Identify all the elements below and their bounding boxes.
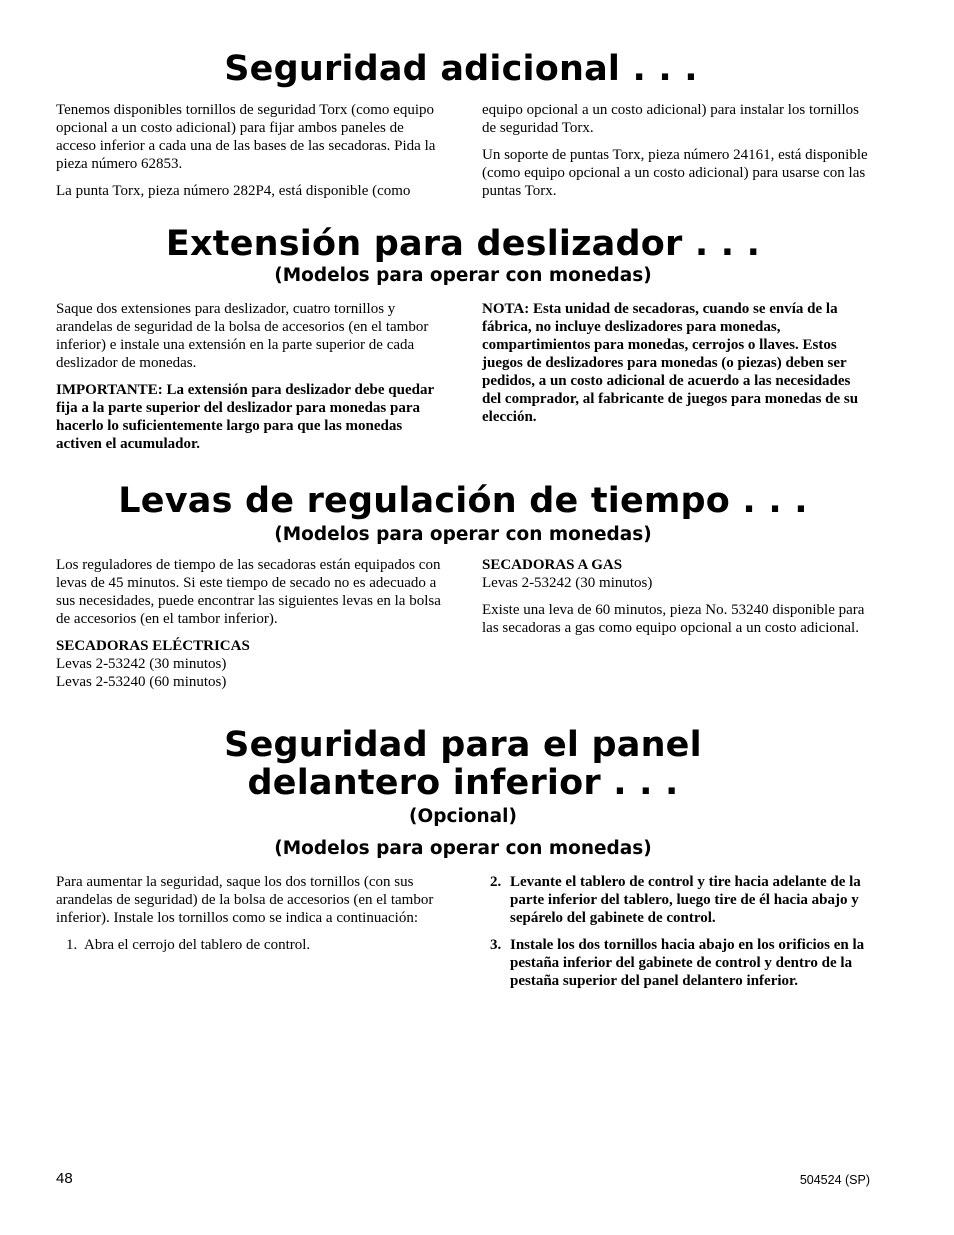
page-number: 48: [56, 1170, 73, 1187]
section-subtitle: (Modelos para operar con monedas): [274, 265, 652, 286]
right-column: [482, 300, 871, 462]
paragraph: Para aumentar la seguridad, saque los dos tornillos (con sus arandelas de seguridad) de la bolsa de accesorios (en el tambor inferior). Instale los tornillos como se indica a continuación:: [56, 874, 434, 926]
section-title-seguridad-adicional: Seguridad adicional . . .: [224, 49, 698, 89]
cam-line: Levas 2-53242 (30 minutos): [482, 575, 653, 591]
section-subtitle: (Modelos para operar con monedas): [274, 524, 652, 545]
section-subtitle: (Modelos para operar con monedas): [274, 838, 652, 859]
step-text: Instale los dos tornillos hacia abajo en los orificios en la pestaña inferior del gabinete de control y dentro de la pestaña superior del panel delantero inferior.: [510, 937, 865, 989]
paragraph: Un soporte de puntas Torx, pieza número 24161, está disponible (como equipo opcional a un costo adicional) para usarse con las puntas Torx.: [482, 147, 868, 199]
paragraph: Existe una leva de 60 minutos, pieza No. 53240 disponible para las secadoras a gas como equipo opcional a un costo adicional.: [482, 602, 865, 636]
paragraph: equipo opcional a un costo adicional) para instalar los tornillos de seguridad Torx.: [482, 102, 859, 136]
section-body-panel-delantero: [56, 873, 871, 999]
paragraph: Saque dos extensiones para deslizador, cuatro tornillos y arandelas de seguridad de la bolsa de accesorios (en el tambor inferior) e instale una extensión en la parte superior de cada deslizador de monedas.: [56, 301, 429, 371]
left-column: [56, 300, 445, 462]
cam-line: Levas 2-53240 (60 minutos): [56, 674, 227, 690]
step-text: Levante el tablero de control y tire hacia adelante de la parte inferior del tablero, luego tire de él hacia abajo y sepárelo del gabinete de control.: [510, 874, 861, 926]
paragraph: La punta Torx, pieza número 282P4, está disponible (como: [56, 183, 411, 199]
section-body-levas-tiempo: [56, 556, 871, 691]
list-item: [56, 936, 445, 954]
section-body-seguridad-adicional: [56, 101, 871, 209]
step-number: 1.: [66, 937, 78, 953]
list-item: [490, 936, 871, 990]
section-title-panel-delantero-line2: delantero inferior . . .: [247, 763, 679, 803]
section-body-extension-deslizador: [56, 300, 871, 462]
section-title-extension-deslizador: Extensión para deslizador . . .: [165, 224, 761, 264]
paragraph: Los reguladores de tiempo de las secadoras están equipados con levas de 45 minutos. Si este tiempo de secado no es adecuado a sus necesidades, puede encontrar las siguientes levas en la bolsa de accesorios (en el tambor inferior).: [56, 557, 441, 627]
right-column: [482, 873, 871, 999]
note-paragraph: NOTA: Esta unidad de secadoras, cuando se envía de la fábrica, no incluye deslizadores para monedas, compartimientos para monedas, cerrojos o llaves. Estos juegos de deslizadores para monedas (o piezas) deben ser pedidos, a un costo adicional de acuerdo a las necesidades del comprador, al fabricante de juegos para monedas de su elección.: [482, 301, 859, 425]
electric-dryers-heading: SECADORAS ELÉCTRICAS: [56, 638, 250, 654]
document-code: 504524 (SP): [799, 1173, 870, 1187]
section-subtitle-optional: (Opcional): [409, 806, 517, 827]
left-column: [56, 873, 445, 999]
step-number: 3.: [490, 937, 502, 953]
right-column: [482, 101, 871, 209]
paragraph: Tenemos disponibles tornillos de seguridad Torx (como equipo opcional a un costo adicional) para fijar ambos paneles de acceso inferior a cada una de las bases de las secadoras. Pida la pieza número 62853.: [56, 102, 436, 172]
list-item: [490, 873, 871, 927]
left-column: [56, 556, 445, 691]
right-column: [482, 556, 871, 691]
gas-dryers-heading: SECADORAS A GAS: [482, 557, 623, 573]
steps-list: [482, 873, 871, 990]
left-column: [56, 101, 445, 209]
steps-list: [56, 936, 445, 954]
cam-line: Levas 2-53242 (30 minutos): [56, 656, 227, 672]
important-note: IMPORTANTE: La extensión para deslizador debe quedar fija a la parte superior del deslizador para monedas para hacerlo lo suficientemente largo para que las monedas activen el acumulador.: [56, 382, 434, 452]
section-title-panel-delantero-line1: Seguridad para el panel: [224, 725, 702, 765]
step-number: 2.: [490, 874, 502, 890]
section-title-levas-tiempo: Levas de regulación de tiempo . . .: [118, 481, 808, 521]
step-text: Abra el cerrojo del tablero de control.: [84, 937, 311, 953]
